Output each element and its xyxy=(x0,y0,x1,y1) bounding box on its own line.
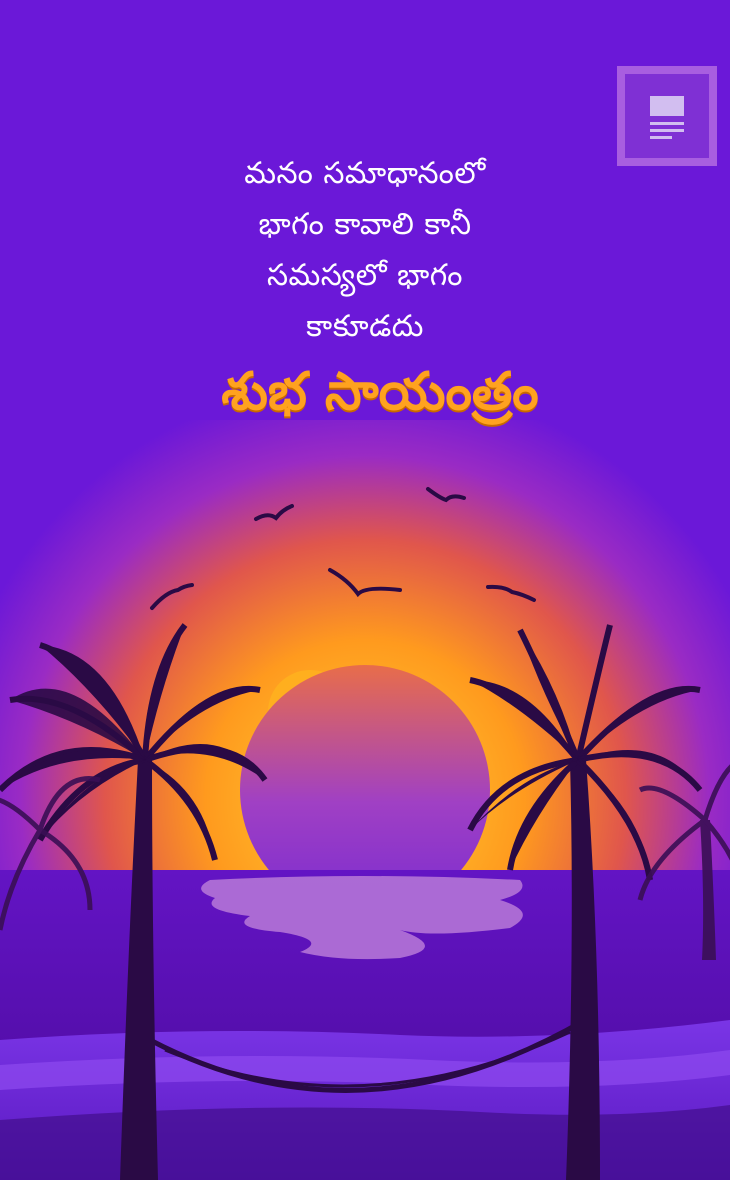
quote-line: మనం సమాధానంలో xyxy=(244,156,486,191)
greeting-title: శుభ సాయంత్రం xyxy=(221,362,539,422)
quote-line: సమస్యలో భాగం xyxy=(266,258,464,293)
quote-line: భాగం కావాలి కానీ xyxy=(258,207,472,242)
quote-line: కాకూడదు xyxy=(306,309,424,344)
document-icon xyxy=(650,96,684,116)
quote-text xyxy=(0,148,730,352)
